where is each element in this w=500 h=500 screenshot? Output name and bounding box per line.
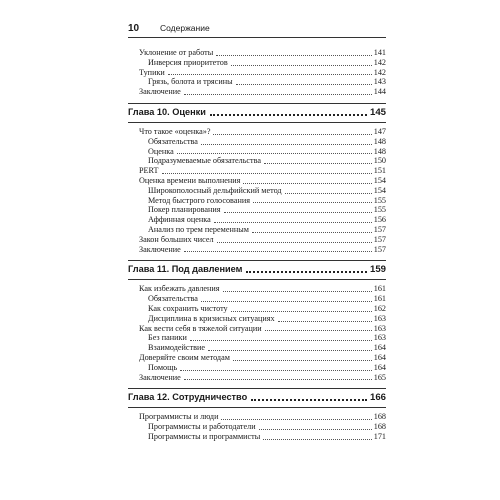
toc-subsection-entry[interactable] <box>128 294 386 304</box>
toc-section-entry[interactable] <box>128 412 386 422</box>
chapter-row[interactable] <box>128 107 386 118</box>
entry-title: Оценка времени выполнения <box>139 175 241 185</box>
toc-section-entry[interactable] <box>128 176 386 186</box>
entry-title: Как сохранить чистоту <box>148 303 228 313</box>
dot-leader <box>213 133 371 135</box>
entry-page-number: 142 <box>373 67 386 77</box>
entry-title: Заключение <box>139 244 181 254</box>
toc-section-entry[interactable] <box>128 48 386 58</box>
toc-section-entry[interactable] <box>128 373 386 383</box>
dot-leader <box>231 310 372 312</box>
dot-leader <box>278 320 372 322</box>
dot-leader <box>263 438 371 440</box>
entry-page-number: 171 <box>373 431 386 441</box>
dot-leader <box>216 54 371 56</box>
entry-page-number: 164 <box>373 362 386 372</box>
toc-subsection-entry[interactable] <box>128 314 386 324</box>
toc-section-entry[interactable] <box>128 87 386 97</box>
toc-subsection-entry[interactable] <box>128 215 386 225</box>
entry-title: Закон больших чисел <box>139 234 214 244</box>
entry-title: Инверсия приоритетов <box>148 57 228 67</box>
entry-title: Анализ по трем переменным <box>148 224 249 234</box>
entry-page-number: 163 <box>373 313 386 323</box>
dot-leader <box>253 201 372 203</box>
table-of-contents <box>128 48 386 442</box>
entry-title: Программисты и программисты <box>148 431 261 441</box>
toc-subsection-entry[interactable] <box>128 58 386 68</box>
entry-page-number: 143 <box>373 77 386 87</box>
toc-section-entry[interactable] <box>128 166 386 176</box>
toc-subsection-entry[interactable] <box>128 363 386 373</box>
dot-leader <box>214 221 372 223</box>
entry-title: Как избежать давления <box>139 284 220 294</box>
entry-title: Доверяйте своим методам <box>139 352 230 362</box>
entry-title: Что такое «оценка»? <box>139 126 211 136</box>
entry-title: Заключение <box>139 87 181 97</box>
toc-section-entry[interactable] <box>128 127 386 137</box>
section-title: Содержание <box>160 23 210 33</box>
entry-title: Покер планирования <box>148 205 221 215</box>
toc-subsection-entry[interactable] <box>128 147 386 157</box>
toc-section-entry[interactable] <box>128 68 386 78</box>
entry-title: Как вести себя в тяжелой ситуации <box>139 323 262 333</box>
toc-section-entry[interactable] <box>128 284 386 294</box>
dot-leader <box>265 329 372 331</box>
toc-subsection-entry[interactable] <box>128 432 386 442</box>
entry-title: Программисты и люди <box>139 412 219 422</box>
dot-leader <box>177 152 372 154</box>
chapter-row[interactable] <box>128 264 386 275</box>
entry-title: Взаимодействие <box>148 343 206 353</box>
chapter-heading[interactable] <box>128 388 386 408</box>
entry-page-number: 141 <box>373 48 386 57</box>
dot-leader <box>236 83 372 85</box>
toc-subsection-entry[interactable] <box>128 156 386 166</box>
dot-leader <box>231 64 372 66</box>
dot-leader <box>221 418 371 420</box>
toc-subsection-entry[interactable] <box>128 137 386 147</box>
chapter-heading[interactable] <box>128 103 386 123</box>
entry-page-number: 156 <box>373 215 386 225</box>
running-header <box>128 21 386 35</box>
dot-leader <box>168 73 372 75</box>
entry-page-number: 157 <box>373 244 386 254</box>
entry-page-number: 144 <box>373 87 386 97</box>
chapter-page-number: 166 <box>369 392 386 404</box>
dot-leader <box>184 250 372 252</box>
dot-leader <box>184 93 372 95</box>
entry-page-number: 147 <box>373 126 386 136</box>
dot-leader <box>201 300 372 302</box>
entry-page-number: 148 <box>373 146 386 156</box>
toc-section-entry[interactable] <box>128 245 386 255</box>
entry-page-number: 162 <box>373 303 386 313</box>
chapter-title: Глава 10. Оценки <box>128 106 206 117</box>
toc-subsection-entry[interactable] <box>128 77 386 87</box>
dot-leader <box>224 211 372 213</box>
entry-title: Тупики <box>139 67 165 77</box>
entry-title: Подразумеваемые обязательства <box>148 156 262 166</box>
dot-leader <box>243 182 371 184</box>
dot-leader <box>184 378 372 380</box>
entry-title: Метод быстрого голосования <box>148 195 250 205</box>
toc-subsection-entry[interactable] <box>128 333 386 343</box>
entry-title: Дисциплина в кризисных ситуациях <box>148 313 275 323</box>
entry-page-number: 163 <box>373 333 386 343</box>
dot-leader <box>259 428 372 430</box>
dot-leader <box>201 143 372 145</box>
dot-leader <box>251 398 367 401</box>
dot-leader <box>223 290 372 292</box>
entry-page-number: 161 <box>373 294 386 304</box>
toc-subsection-entry[interactable] <box>128 304 386 314</box>
chapter-row[interactable] <box>128 392 386 403</box>
chapter-heading[interactable] <box>128 260 386 280</box>
entry-page-number: 164 <box>373 343 386 353</box>
entry-title: Широкополосный дельфийский метод <box>148 185 282 195</box>
entry-title: Грязь, болота и трясины <box>148 77 233 87</box>
dot-leader <box>210 113 367 116</box>
entry-page-number: 163 <box>373 323 386 333</box>
entry-title: Обязательства <box>148 136 198 146</box>
entry-title: Помощь <box>148 362 178 372</box>
page-number: 10 <box>128 22 140 34</box>
chapter-title: Глава 12. Сотрудничество <box>128 392 248 403</box>
entry-title: Обязательства <box>148 294 198 304</box>
entry-title: Без паники <box>148 333 187 343</box>
dot-leader <box>162 172 372 174</box>
entry-title: Оценка <box>148 146 174 156</box>
entry-page-number: 157 <box>373 224 386 234</box>
toc-section-entry[interactable] <box>128 353 386 363</box>
entry-page-number: 168 <box>373 412 386 422</box>
toc-subsection-entry[interactable] <box>128 343 386 353</box>
entry-page-number: 150 <box>373 156 386 166</box>
chapter-page-number: 145 <box>369 106 386 118</box>
entry-title: PERT <box>139 166 159 176</box>
entry-page-number: 154 <box>373 185 386 195</box>
entry-page-number: 157 <box>373 234 386 244</box>
chapter-page-number: 159 <box>369 264 386 276</box>
entry-page-number: 154 <box>373 175 386 185</box>
entry-page-number: 164 <box>373 352 386 362</box>
dot-leader <box>246 270 367 273</box>
entry-page-number: 155 <box>373 205 386 215</box>
entry-page-number: 155 <box>373 195 386 205</box>
entry-title: Аффинная оценка <box>148 215 211 225</box>
dot-leader <box>264 162 372 164</box>
toc-section-entry[interactable] <box>128 235 386 245</box>
chapter-title: Глава 11. Под давлением <box>128 264 243 275</box>
entry-title: Уклонение от работы <box>139 48 214 57</box>
entry-page-number: 148 <box>373 136 386 146</box>
entry-page-number: 161 <box>373 284 386 294</box>
header-divider <box>128 37 386 38</box>
entry-page-number: 168 <box>373 422 386 432</box>
toc-subsection-entry[interactable] <box>128 422 386 432</box>
entry-page-number: 165 <box>373 372 386 382</box>
dot-leader <box>208 349 372 351</box>
toc-subsection-entry[interactable] <box>128 225 386 235</box>
entry-page-number: 151 <box>373 166 386 176</box>
toc-subsection-entry[interactable] <box>128 196 386 206</box>
dot-leader <box>190 339 372 341</box>
dot-leader <box>217 241 372 243</box>
dot-leader <box>180 369 372 371</box>
toc-subsection-entry[interactable] <box>128 186 386 196</box>
dot-leader <box>285 192 372 194</box>
entry-title: Программисты и работодатели <box>148 422 256 432</box>
toc-subsection-entry[interactable] <box>128 205 386 215</box>
dot-leader <box>233 359 372 361</box>
entry-title: Заключение <box>139 372 181 382</box>
entry-page-number: 142 <box>373 57 386 67</box>
dot-leader <box>252 231 372 233</box>
toc-section-entry[interactable] <box>128 324 386 334</box>
